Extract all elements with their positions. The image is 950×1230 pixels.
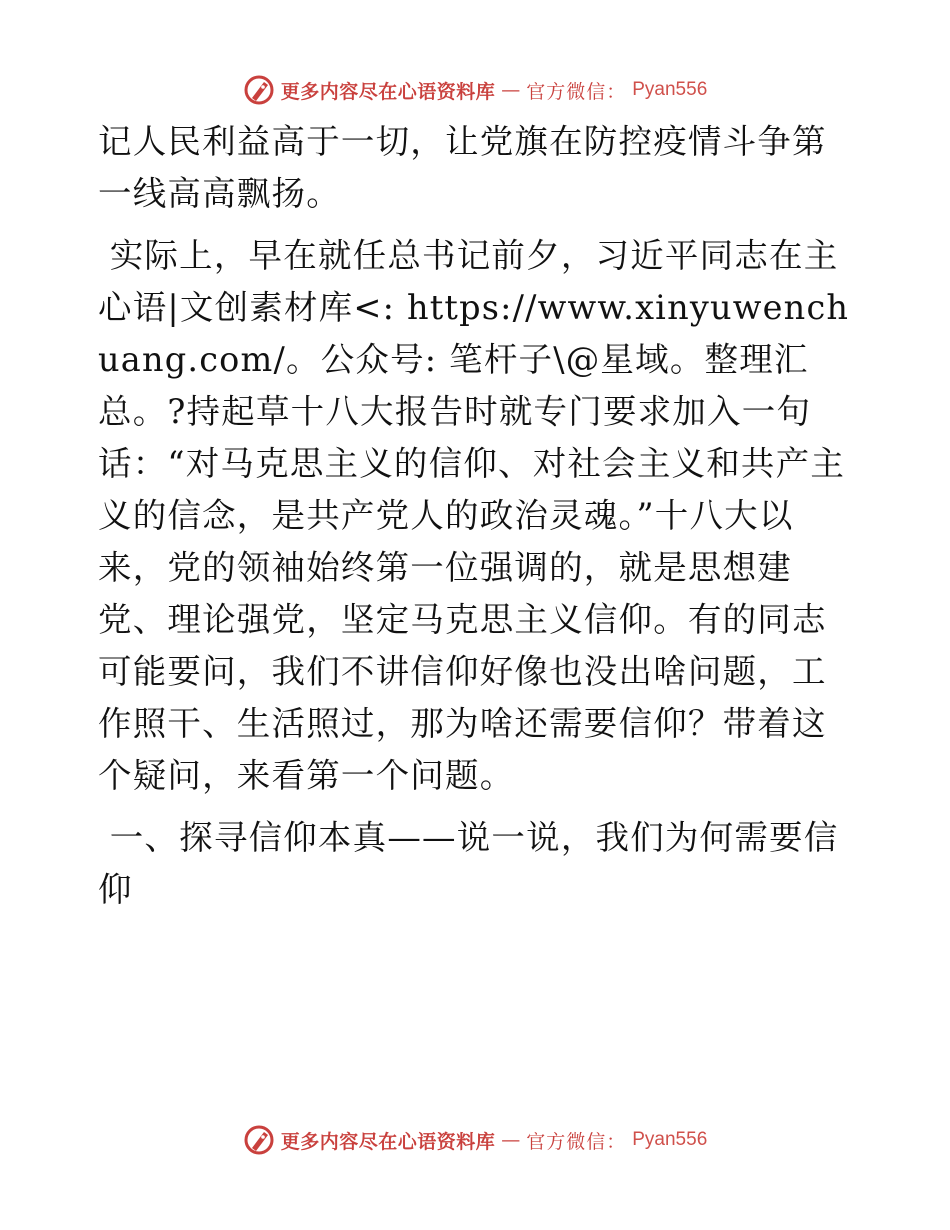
paragraph-continuation: 记人民利益高于一切，让党旗在防控疫情斗争第一线高高飘扬。 xyxy=(98,122,827,213)
banner-wechat-label: 官方微信： xyxy=(526,80,627,103)
footer-banner xyxy=(0,1120,950,1160)
banner-wechat-id: Pyan556 xyxy=(632,79,708,100)
banner-wechat-id: Pyan556 xyxy=(632,1129,708,1150)
banner-wechat-label: 官方微信： xyxy=(526,1130,627,1153)
header-banner xyxy=(0,70,950,110)
banner-brand-text: 更多内容尽在心语资料库 xyxy=(280,1130,496,1153)
banner-separator: — xyxy=(501,79,521,101)
document-body xyxy=(98,116,858,926)
section-heading: 一、探寻信仰本真——说一说，我们为何需要信仰 xyxy=(98,818,839,909)
banner-separator: — xyxy=(501,1129,521,1151)
paragraph-main: 实际上，早在就任总书记前夕，习近平同志在主心语|文创素材库<: https://www.xinyuwenchuang.com/。公众号: 笔杆子\@星域。整理汇总。?持起草十八大报告时就专门要求加入一句话：“对马克思主义的信仰、对社会主义和共产主义的信念，是共产党人的政治灵魂。”十八大以来，党的领袖始终第一位强调的，就是思想建党、理论强党，坚定马克思主义信仰。有的同志可能要问，我们不讲信仰好像也没出啥问题，工作照干、生活照过，那为啥还需要信仰？带着这个疑问，来看第一个问题。 xyxy=(98,236,850,795)
pen-nib-logo-icon xyxy=(243,1124,275,1156)
banner-brand-text: 更多内容尽在心语资料库 xyxy=(280,80,496,103)
pen-nib-logo-icon xyxy=(243,74,275,106)
